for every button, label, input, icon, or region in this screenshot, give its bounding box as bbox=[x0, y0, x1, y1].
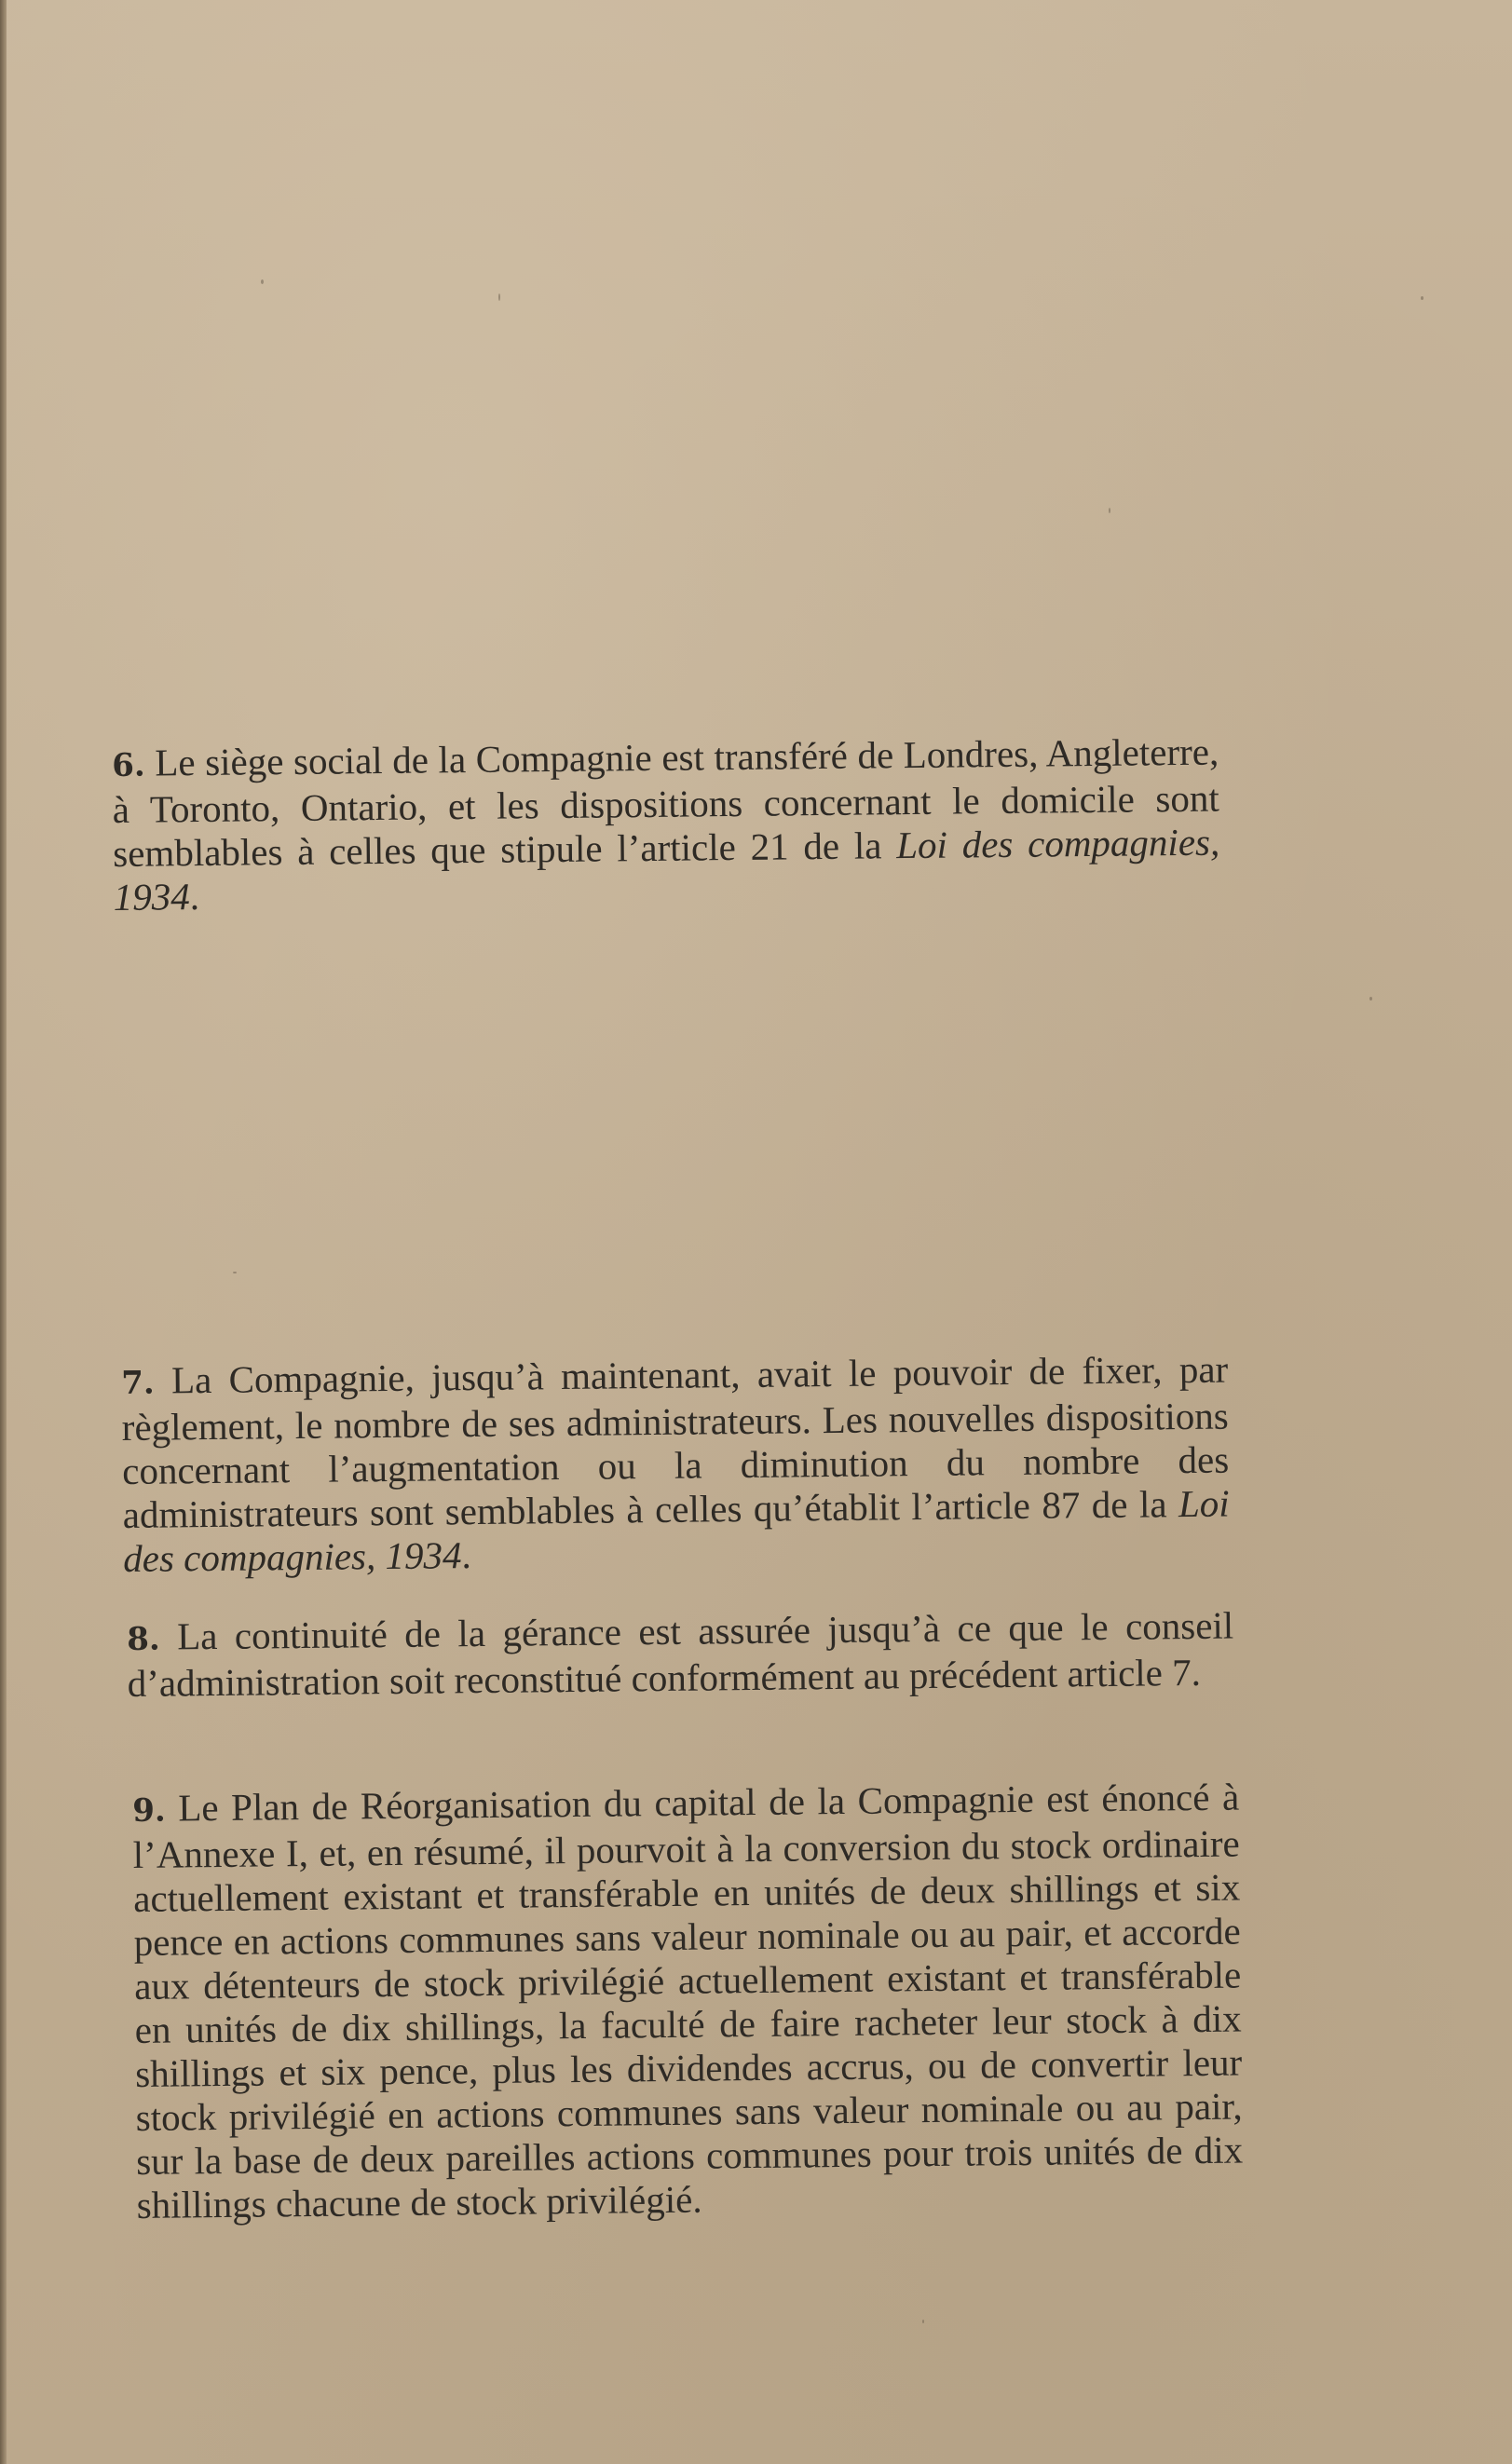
paper-speck bbox=[1369, 997, 1372, 1001]
paragraph-number: 7. bbox=[121, 1364, 155, 1402]
paper-speck bbox=[1109, 508, 1110, 513]
paper-speck bbox=[498, 293, 500, 301]
paper-speck bbox=[261, 279, 264, 284]
act-title-italic: Loi des compagnies, 1934 bbox=[123, 1481, 1230, 1580]
page-edge bbox=[0, 0, 7, 2464]
act-title-italic: Loi des compagnies, 1934 bbox=[113, 820, 1220, 919]
paragraph-number: 9. bbox=[132, 1791, 166, 1830]
paragraph-6 bbox=[112, 730, 1220, 919]
paper-speck bbox=[1421, 296, 1423, 300]
paragraph-number: 6. bbox=[112, 746, 145, 784]
paragraph-number: 8. bbox=[127, 1620, 160, 1658]
paragraph-text: Le siège social de la Compagnie est transféré de Londres, Angleterre, à Toronto, Ontario, et les dispositions concernant le domicile sont semblables à celles que stipule l’article 21 de la bbox=[112, 729, 1219, 875]
paragraph-text: Le Plan de Réorganisation du capital de la Compagnie est énoncé à l’Annexe I, et, en résumé, il pourvoit à la conversion du stock ordinaire actuellement existant et transférable en unités de deux shillings et six pence en actions communes sans valeur nominale ou au pair, et accorde aux détenteurs de stock privilégié actuellement existant et transférable en unités de dix shillings, la faculté de faire racheter leur stock à dix shillings et six pence, plus les dividendes accrus, ou de convertir leur stock privilégié en actions communes sans valeur nominale ou au pair, sur la base de deux pareilles actions communes pour trois unités de dix shillings chacune de stock privilégié. bbox=[132, 1775, 1244, 2226]
paragraph-9 bbox=[132, 1776, 1244, 2227]
paragraph-text-end: . bbox=[189, 875, 200, 919]
paragraph-7 bbox=[121, 1348, 1230, 1581]
paragraph-text: La continuité de la gérance est assurée jusqu’à ce que le conseil d’administration soit reconstitué conformément au précédent article 7. bbox=[127, 1603, 1234, 1705]
paper-speck bbox=[922, 2320, 924, 2323]
paragraph-text-end: . bbox=[461, 1533, 471, 1577]
paper-speck bbox=[233, 1272, 237, 1273]
paragraph-text: La Compagnie, jusqu’à maintenant, avait le pouvoir de fixer, par règlement, le nombre de ses administrateurs. Les nouvelles dispositions concernant l’augmentation ou la diminution du nombre des administrateurs sont semblables à celles qu’établit l’article 87 de la bbox=[121, 1347, 1230, 1536]
paragraph-8 bbox=[127, 1604, 1234, 1706]
